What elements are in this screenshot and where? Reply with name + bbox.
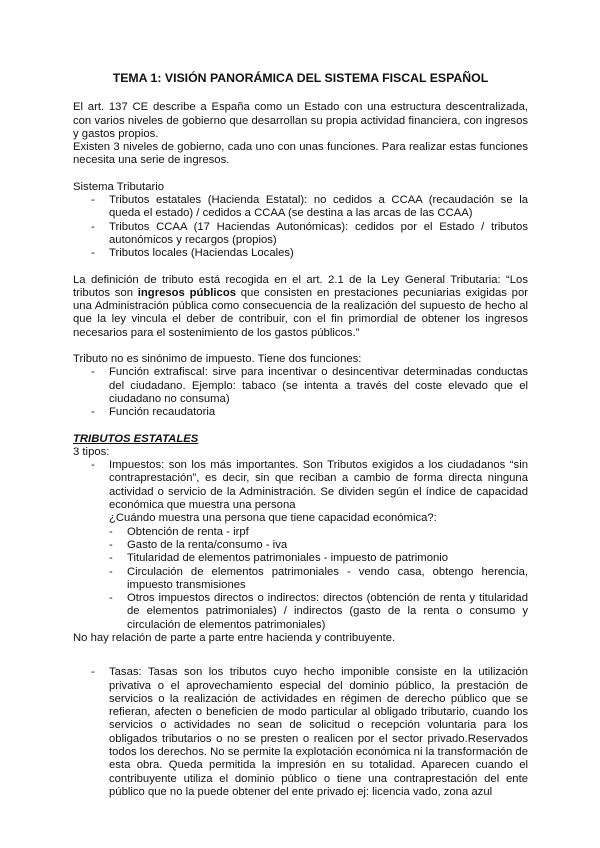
- tipos-label: 3 tipos:: [73, 445, 110, 458]
- list-item: - Titularidad de elementos patrimoniales - impuesto de patrimonio: [73, 552, 528, 565]
- intro-paragraph-2: Existen 3 niveles de gobierno, cada uno con unas funciones. Para realizar estas funciones necesita una serie de ingresos.: [73, 141, 528, 167]
- tasas-list: [73, 666, 528, 799]
- list-item: - Otros impuestos directos o indirectos: directos (obtención de renta y titularidad de elementos patrimoniales) / indirectos (gasto de la renta o consumo y circulación de elementos patrimoniales): [73, 592, 528, 632]
- definicion-bold-term: ingresos públicos: [137, 286, 237, 299]
- list-item: - Obtención de renta - irpf: [73, 526, 528, 539]
- tipos-list: [73, 459, 528, 525]
- definicion-paragraph: La definición de tributo está recogida en el art. 2.1 de la Ley General Tributaria: “Los tributos son ingresos públicos que consisten en prestaciones pecuniarias exigidas por una Administración pública como consecuencia de la realización del supuesto de hecho al que la ley vincula el deber de contribuir, con el fin primordial de obtener los ingresos necesarios para el sostenimiento de los gastos públicos.”: [73, 273, 528, 339]
- sistema-list: [73, 194, 528, 260]
- capacidad-list: [73, 526, 528, 632]
- funciones-list: [73, 366, 528, 419]
- impuestos-item: - Impuestos: son los más importantes. Son Tributos exigidos a los ciudadanos “sin contraprestación”, es decir, sin que reciban a cambio de forma directa ninguna actividad o servicio de la Administración. Se dividen según el índice de capacidad económica que muestra una persona ¿Cuándo muestra una persona que tiene capacidad económica?:: [73, 459, 528, 525]
- funciones-heading: Tributo no es sinónimo de impuesto. Tiene dos funciones:: [73, 353, 362, 366]
- document-page: [73, 72, 528, 799]
- tasas-item: - Tasas: Tasas son los tributos cuyo hecho imponible consiste en la utilización privativa o el aprovechamiento especial del dominio público, la prestación de servicios o la realización de actividades en régimen de derecho público que se refieran, afecten o beneficien de modo particular al obligado tributario, cuando los servicios o actividades no sean de solicitud o recepción voluntaria para los obligados tributarios o no se presten o realicen por el sector privado.Reservados todos los derechos. No se permite la explotación económica ni la transformación de esta obra. Queda permitida la impresión en su totalidad. Aparecen cuando el contribuyente utiliza el dominio público o tiene una contraprestación del ente público que no la puede obtener del ente privado ej: licencia vado, zona azul: [73, 666, 528, 799]
- list-item: - Circulación de elementos patrimoniales - vendo casa, obtengo herencia, impuesto transmisiones: [73, 566, 528, 593]
- list-item: - Gasto de la renta/consumo - iva: [73, 539, 528, 552]
- section-heading: TRIBUTOS ESTATALES: [73, 432, 199, 445]
- list-item: - Tributos locales (Haciendas Locales): [73, 247, 528, 260]
- list-item: - Función extrafiscal: sirve para incentivar o desincentivar determinadas conductas del ciudadano. Ejemplo: tabaco (se intenta a través del coste elevado que el ciudadano no consuma): [73, 366, 528, 406]
- list-item: - Tributos CCAA (17 Haciendas Autonómicas): cedidos por el Estado / tributos autonómicos y recargos (propios): [73, 221, 528, 248]
- document-title: TEMA 1: VISIÓN PANORÁMICA DEL SISTEMA FISCAL ESPAÑOL: [112, 71, 489, 85]
- no-relacion-text: No hay relación de parte a parte entre hacienda y contribuyente.: [73, 631, 396, 644]
- capacidad-question: ¿Cuándo muestra una persona que tiene capacidad económica?:: [109, 512, 437, 525]
- intro-paragraph-1: El art. 137 CE describe a España como un Estado con una estructura descentralizada, con varios niveles de gobierno que desarrollan su propia actividad financiera, con ingresos y gastos propios.: [73, 101, 528, 140]
- list-item: - Tributos estatales (Hacienda Estatal): no cedidos a CCAA (recaudación se la queda el estado) / cedidos a CCAA (se destina a las arcas de las CCAA): [73, 194, 528, 221]
- sistema-heading: Sistema Tributario: [73, 180, 165, 193]
- list-item: - Función recaudatoria: [73, 406, 528, 419]
